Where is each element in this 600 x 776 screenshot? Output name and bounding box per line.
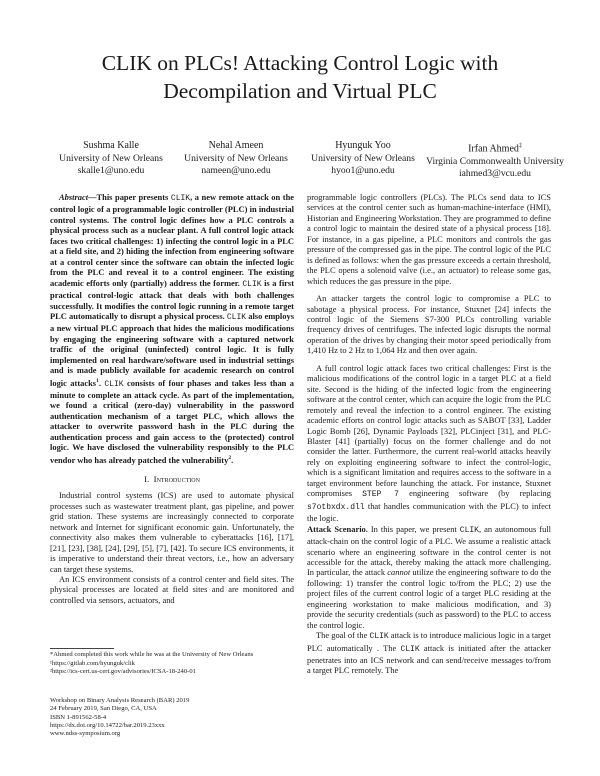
clik-name: CLIK	[369, 632, 389, 642]
emphasis-text: cannot	[387, 567, 411, 578]
run-in-heading: Attack Scenario.	[307, 523, 368, 534]
body-paragraph: An attacker targets the control logic to compromise a PLC to sabotage a physical process. For instance, Stuxnet [24] infects the control logic of the Siemens S7-300 PLCs controlling variable frequency drives of centrifuges. The infected logic disrupts the normal operation of the drives by changing their motor speed periodically from 1,410 Hz to 2 Hz to 1,064 Hz and then over again.	[307, 293, 551, 356]
paper-title-line-2: Decompilation and Virtual PLC	[163, 79, 437, 103]
venue-line: ISBN 1-891562-58-4	[50, 713, 107, 721]
venue-info	[50, 697, 300, 738]
clik-name: CLIK	[400, 644, 420, 654]
body-text: The goal of the	[316, 630, 370, 641]
footnote-mark: 1	[96, 377, 99, 384]
venue-line: Workshop on Binary Analysis Research (BAR) 2019	[50, 697, 190, 704]
body-paragraph	[307, 630, 551, 676]
body-text: In this paper, we present	[367, 523, 460, 534]
author-name: Sushma Kalle	[83, 140, 139, 151]
author-affiliation: Virginia Commonwealth University	[426, 155, 564, 167]
author-block	[50, 140, 172, 178]
author-block	[300, 140, 426, 178]
paper-title-line-1: CLIK on PLCs! Attacking Control Logic with	[101, 51, 499, 75]
section-number: I.	[144, 473, 150, 484]
footnote-2: ²https://ics-cert.us-cert.gov/advisories/ICSA-18-240-01	[50, 668, 196, 676]
abstract-text: .	[231, 454, 234, 465]
author-email: nameen@uno.edu	[201, 165, 271, 176]
author-footnote-mark: ‡	[518, 143, 522, 149]
paragraph-gap	[307, 356, 551, 363]
author-email: skalle1@uno.edu	[77, 165, 145, 176]
body-paragraph	[307, 363, 551, 524]
footnotes	[50, 651, 300, 677]
author-affiliation: University of New Orleans	[184, 152, 288, 164]
body-paragraph	[307, 524, 551, 631]
body-paragraph: An ICS environment consists of a control center and field sites. The physical processes are located at field sites and are monitored and controlled via sensors, actuators, and	[50, 574, 294, 605]
abstract-text: —This paper presents	[88, 192, 171, 202]
venue-line: www.ndss-symposium.org	[50, 730, 121, 738]
abstract-text: .	[98, 377, 105, 388]
clik-name: CLIK	[170, 194, 191, 203]
author-name: Hyunguk Yoo	[335, 140, 391, 151]
author-name: Nehal Ameen	[208, 140, 264, 151]
body-paragraph: programmable logic controllers (PLCs). The PLCs send data to ICS services at the control center such as human-machine-interface (HMI), Historian and Engineering Workstation. They are programmed to define a control logic to maintain the desired state of a physical process [18]. For instance, in a gas pipeline, a PLC monitors and controls the gas pressure of the compressed gas in the pipe. The control logic of the PLC is defined as follows: when the gas pressure exceeds a certain threshold, the PLC opens a solenoid valve (i.e., an actuator) to release some gas, which reduces the gas pressure in the pipe.	[307, 192, 552, 286]
left-column	[50, 192, 294, 605]
right-column	[307, 192, 551, 676]
clik-name: CLIK	[459, 525, 479, 535]
abstract-lead: Abstract	[59, 192, 89, 202]
dll-name: s7otbxdx.dll	[307, 502, 365, 512]
author-name-line	[424, 140, 566, 156]
footnote-divider	[50, 648, 114, 649]
author-block	[424, 140, 566, 181]
author-affiliation: University of New Orleans	[311, 152, 415, 164]
body-text: engineering software (by replacing	[398, 488, 551, 499]
body-text: attack is initiated after the attacker penetrates into an ICS network and can send/receive messages to/from a target PLC remotely. The	[307, 642, 551, 676]
section-title: Introduction	[153, 473, 200, 484]
footnote-1: ¹https://gitlab.com/hyunguk/clik	[50, 659, 135, 667]
footnote-mark: 2	[228, 454, 232, 461]
clik-name: CLIK	[242, 279, 262, 289]
clik-name: CLIK	[104, 379, 124, 389]
body-text: that handles communication with the PLC) to infect the logic.	[307, 500, 551, 524]
abstract-text: also employs a new virtual PLC approach that hides the malicious modifications by engaging the engineering software with a captured network traffic of the original (uninfected) control logic. It is fully implemented on real hardware/software used in industrial settings and is made publicly available for academic research on control logic attacks	[50, 310, 294, 388]
author-email: iahmed3@vcu.edu	[459, 168, 531, 180]
venue-line: 24 February 2019, San Diego, CA, USA	[50, 705, 157, 713]
clik-name: CLIK	[226, 312, 247, 322]
author-email: hyoo1@uno.edu	[331, 165, 395, 176]
body-text: A full control logic attack faces two critical challenges: First is the malicious modifications of the control logic in a target PLC at a field site. Second is the hiding of the infected logic from the engineering software at the control center, which can acquire the logic from the PLC remotely and reveal the infection to a control engineer. The existing academic efforts on control logic attacks such as SABOT [33], Ladder Logic Bomb [26], Dynamic Payloads [32], PLCinject [31], and PLC-Blaster [41] (partially) focus on the former challenge and do not consider the latter. Furthermore, the current real-world attacks heavily rely on exploiting engineering software to infect the control-logic, which is a significant limitation and requires access to the software in a target environment before launching the attack. For instance, Stuxnet compromises	[307, 362, 551, 499]
body-paragraph: Industrial control systems (ICS) are used to automate physical processes such as wastewater treatment plant, gas pipeline, and power grid station. These systems are increasingly connected to corporate network and Internet for significant economic gain. Unfortunately, the connectivity also makes them vulnerable to cyberattacks [16], [17], [21], [23], [38], [24], [29], [5], [7], [42]. To secure ICS environments, it is imperative to understand their threat vectors, i.e., how an adversary can target these systems.	[50, 490, 294, 574]
step7-name: STEP 7	[362, 490, 399, 500]
abstract-text: is a first practical control-logic attack that deals with both challenges successfully. It modifies the control logic running in a remote target PLC automatically to disrupt a physical process.	[50, 277, 294, 321]
author-block	[172, 140, 300, 178]
author-affiliation: University of New Orleans	[59, 152, 163, 164]
body-text: , an autonomous full attack-chain on the control logic of a PLC. We assume a realistic attack scenario where an engineering software in the control center is not accessible for the attack, thereby making the attack more challenging. In particular, the attack	[307, 523, 551, 578]
footnote-author: *Ahmed completed this work while he was at the University of New Orleans	[50, 651, 254, 658]
body-text: attack is to introduce malicious logic in a target PLC automatically . The	[307, 630, 551, 653]
author-name: Irfan Ahmed	[468, 143, 519, 155]
section-heading	[50, 474, 294, 484]
abstract-text: consists of four phases and takes less than a minute to complete an attack cycle. As part of the implementation, we found a critical (zero-day) vulnerability in the password authentication mechanism of a target PLC, which allows the attacker to overwrite password hash in the PLC during the authentication process and gain access to the (protected) control logic. We have disclosed the vulnerability responsibly to the PLC vendor who has already patched the vulnerability	[50, 377, 294, 465]
abstract-text: , a new remote attack on the control logic of a programmable logic controller (PLC) in industrial control systems. The control logic defines how a PLC controls a physical process such as a nuclear plant. A full control logic attack faces two critical challenges: 1) infecting the control logic in a PLC at a field site, and 2) hiding the infection from engineering software at a control center since the software can obtain the infected logic from the PLC and reveal it to a control engineer. The existing academic efforts only (partially) address the former.	[50, 192, 295, 288]
paragraph-gap	[307, 286, 551, 293]
venue-line: https://dx.doi.org/10.14722/bar.2019.23xxx	[50, 721, 165, 729]
body-text: utilize the engineering software to do the following: 1) transfer the control logic to/from the PLC; 2) use the project files of the current control logic of a target PLC residing at the engineering workstation to make malicious modification, and 3) provide the security credentials (such as password) to the PLC to access the control logic.	[307, 567, 552, 630]
abstract	[50, 192, 294, 465]
